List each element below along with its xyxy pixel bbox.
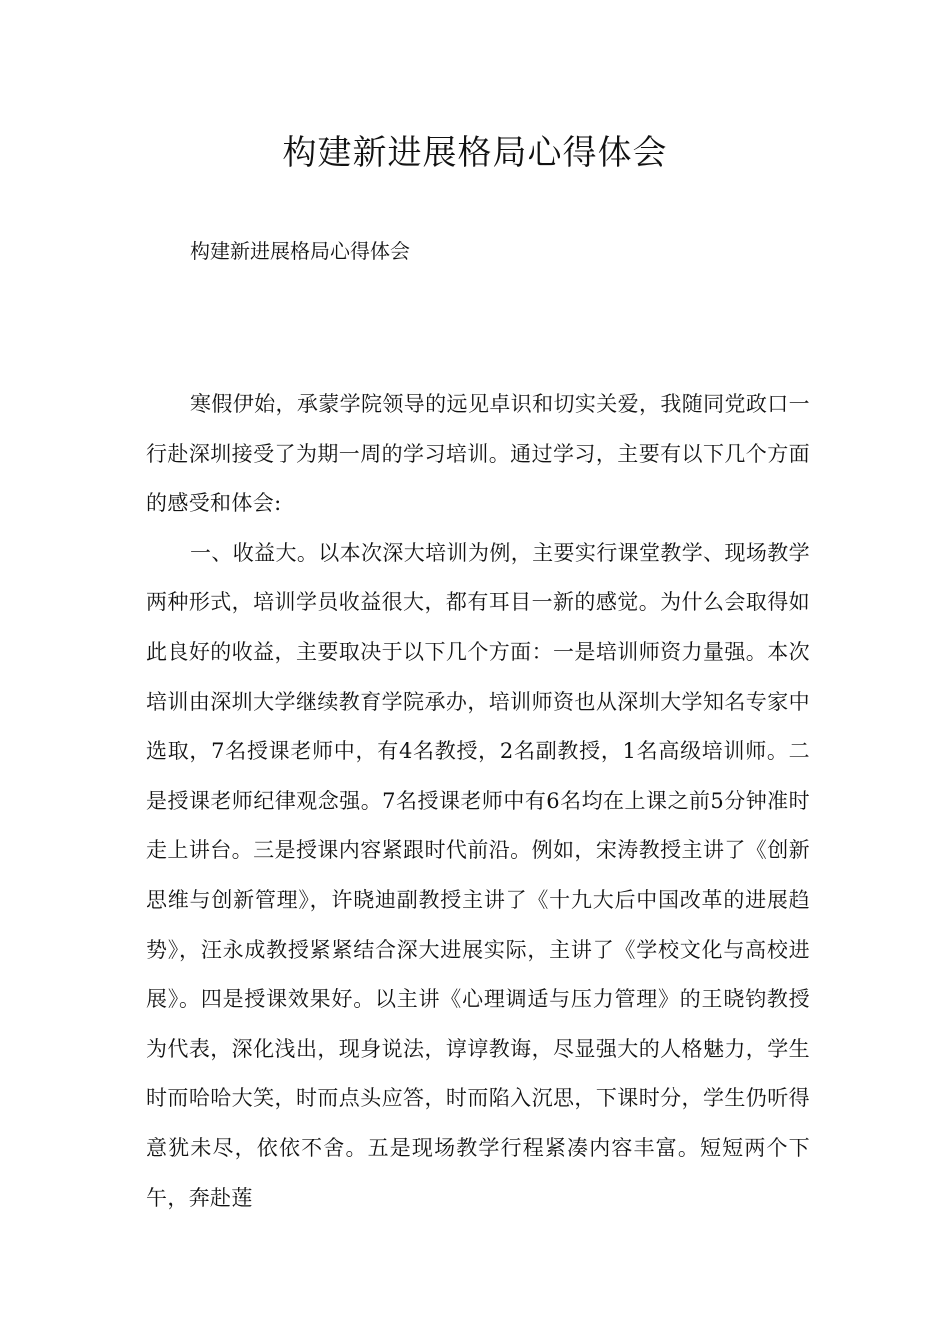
document-body [146, 380, 810, 1223]
document-subtitle: 构建新进展格局心得体会 [190, 239, 410, 263]
document-title: 构建新进展格局心得体会 [282, 133, 668, 173]
body-paragraph-benefits: 一、收益大。以本次深大培训为例，主要实行课堂教学、现场教学两种形式，培训学员收益很大，都有耳目一新的感觉。为什么会取得如此良好的收益，主要取决于以下几个方面：一是培训师资力量强。本次培训由深圳大学继续教育学院承办，培训师资也从深圳大学知名专家中选取，7名授课老师中，有4名教授，2名副教授，1名高级培训师。二是授课老师纪律观念强。7名授课老师中有6名均在上课之前5分钟准时走上讲台。三是授课内容紧跟时代前沿。例如，宋涛教授主讲了《创新思维与创新管理》，许晓迪副教授主讲了《十九大后中国改革的进展趋势》，汪永成教授紧紧结合深大进展实际，主讲了《学校文化与高校进展》。四是授课效果好。以主讲《心理调适与压力管理》的王晓钧教授为代表，深化浅出，现身说法，谆谆教诲，尽显强大的人格魅力，学生时而哈哈大笑，时而点头应答，时而陷入沉思，下课时分，学生仍听得意犹未尽，依依不舍。五是现场教学行程紧凑内容丰富。短短两个下午，奔赴莲 [146, 540, 810, 1210]
body-paragraph-intro: 寒假伊始，承蒙学院领导的远见卓识和切实关爱，我随同党政口一行赴深圳接受了为期一周的学习培训。通过学习，主要有以下几个方面的感受和体会: [146, 392, 810, 516]
